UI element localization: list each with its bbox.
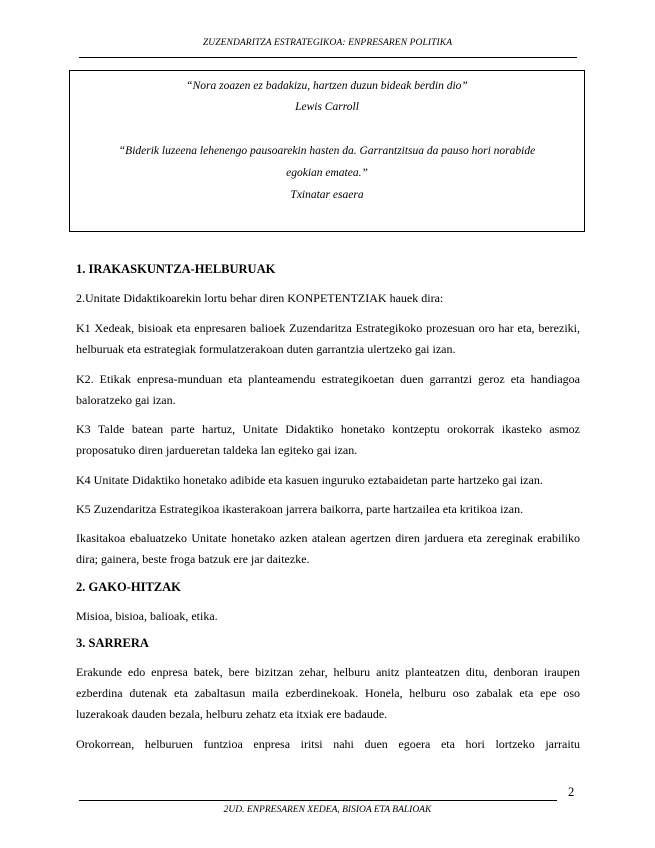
evaluation-paragraph: Ikasitakoa ebaluatzeko Unitate honetako azken atalean agertzen diren jarduera eta zereginak erabiliko dira; gainera, beste froga batzuk ere jar daitezke. bbox=[76, 531, 580, 566]
competence-k4: K4 Unitate Didaktiko honetako adibide eta kasuen inguruko eztabaidetan parte hartzeko gai izan. bbox=[76, 473, 543, 487]
running-header: ZUZENDARITZA ESTRATEGIKOA: ENPRESAREN POLITIKA bbox=[202, 38, 453, 48]
section-2-heading: 2. GAKO-HITZAK bbox=[76, 580, 181, 594]
section-3-heading: 3. SARRERA bbox=[76, 636, 149, 650]
quote-1-text: “Nora zoazen ez badakizu, hartzen duzun bideak berdin dio” bbox=[186, 80, 468, 92]
competence-k3: K3 Talde batean parte hartuz, Unitate Didaktiko honetako kontzeptu orokorrak ikasteko asmoz proposatuko diren jardueretan taldeka lan egiteko gai izan. bbox=[76, 422, 580, 457]
quote-2-line-1: “Biderik luzeena lehenengo pausoarekin hasten da. Garrantzitsua da pauso hori norabide bbox=[118, 145, 536, 157]
quote-2-author: Txinatar esaera bbox=[290, 189, 364, 201]
quotes-box bbox=[69, 70, 585, 232]
competence-k5: K5 Zuzendaritza Estrategikoa ikasterakoan jarrera baikorra, parte hartzailea eta kritikoa izan. bbox=[76, 502, 524, 516]
intro-paragraph-1: Erakunde edo enpresa batek, bere bizitzan zehar, helburu anitz planteatzen ditu, denboran iraupen ezberdina dutenak eta zabaltasun maila ezberdinekoak. Honela, helburu oso zabalak eta epe oso luzerakoak dauden bezala, helburu zehatz eta itxiak ere badaude. bbox=[76, 665, 580, 721]
header-divider bbox=[79, 57, 577, 58]
competence-k2: K2. Etikak enpresa-munduan eta planteamendu estrategikoetan duen garrantzi geroz eta handiagoa baloratzeko gai izan. bbox=[76, 372, 580, 407]
page-number: 2 bbox=[568, 785, 575, 799]
footer-divider bbox=[79, 800, 557, 801]
intro-paragraph-2: Orokorrean, helburuen funtzioa enpresa iritsi nahi duen egoera eta hori lortzeko jarraitu bbox=[76, 737, 580, 751]
running-footer: 2UD. ENPRESAREN XEDEA, BISIOA ETA BALIOAK bbox=[223, 805, 432, 815]
keywords-text: Misioa, bisioa, balioak, etika. bbox=[76, 609, 218, 623]
quote-2-line-2: egokian ematea.” bbox=[286, 167, 368, 179]
competence-k1: K1 Xedeak, bisioak eta enpresaren balioek Zuzendaritza Estrategikoko prozesuan oro har eta, bereziki, helburuak eta estrategiak formulatzerakoan duten garrantzia ulertzeko gai izan. bbox=[76, 321, 580, 356]
section-1-heading: 1. IRAKASKUNTZA-HELBURUAK bbox=[76, 262, 276, 276]
competences-intro: 2.Unitate Didaktikoarekin lortu behar diren KONPETENTZIAK hauek dira: bbox=[76, 291, 444, 305]
quote-1-author: Lewis Carroll bbox=[295, 101, 359, 113]
